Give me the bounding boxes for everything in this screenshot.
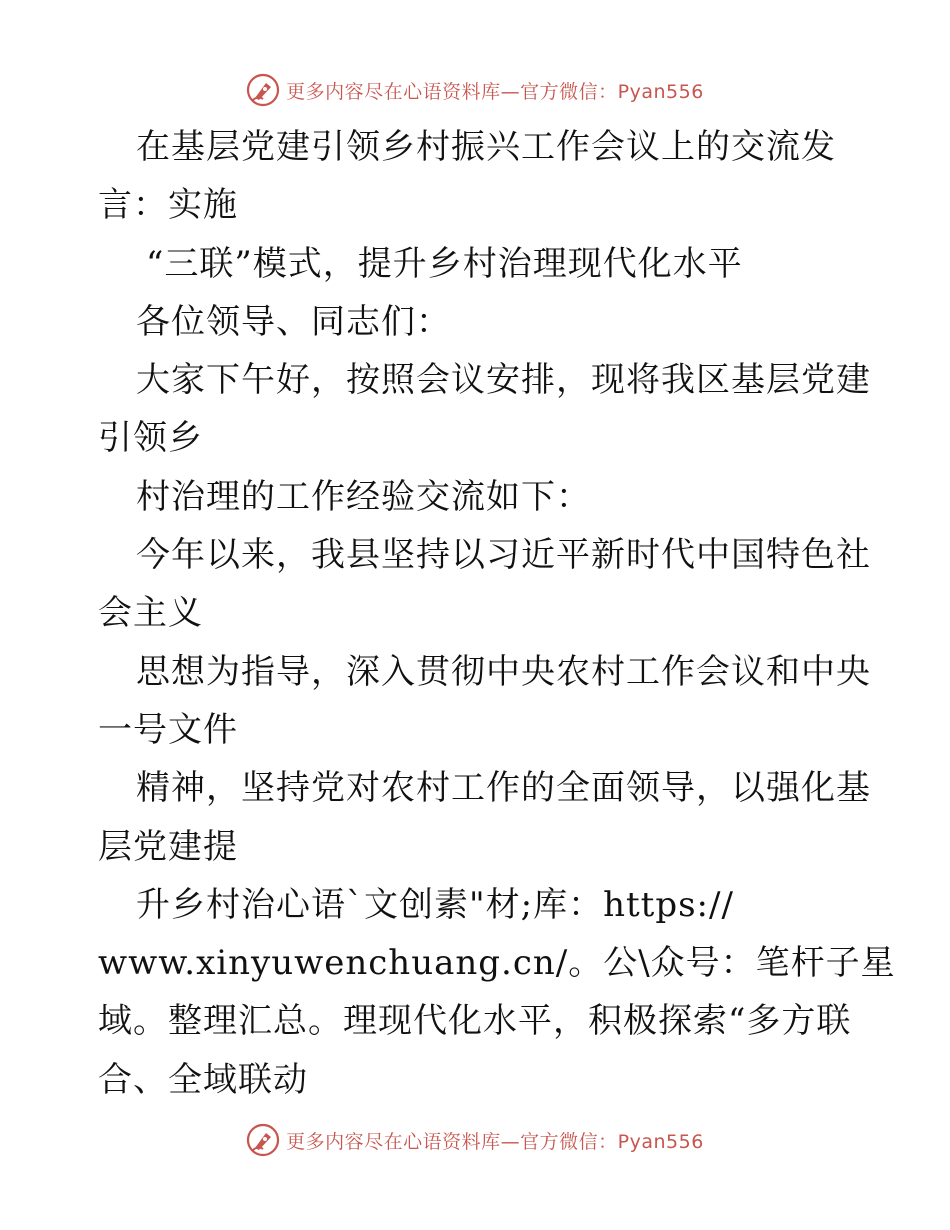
- title-line-1: 在基层党建引领乡村振兴工作会议上的交流发: [136, 127, 836, 167]
- paragraph-line: www.xinyuwenchuang.cn/。公\众号：笔杆子星: [98, 943, 896, 984]
- header-watermark: [0, 70, 950, 110]
- paragraph-line: 村治理的工作经验交流如下：: [136, 476, 591, 517]
- pen-nib-logo-icon: [246, 1123, 280, 1157]
- paragraph-line: 今年以来，我县坚持以习近平新时代中国特色社: [136, 535, 871, 576]
- watermark-text: 更多内容尽在心语资料库—官方微信：Pyan556: [286, 80, 704, 103]
- watermark-text: 更多内容尽在心语资料库—官方微信：Pyan556: [286, 1130, 704, 1153]
- document-body: [98, 118, 896, 1109]
- paragraph-line: 域。整理汇总。理现代化水平，积极探索“多方联: [98, 1001, 852, 1042]
- title-line-3: “三联”模式，提升乡村治理现代化水平: [146, 243, 743, 284]
- paragraph-line: 会主义: [98, 593, 203, 634]
- footer-watermark: [0, 1120, 950, 1160]
- paragraph-line: 精神，坚持党对农村工作的全面领导，以强化基: [136, 768, 871, 809]
- paragraph-line: 引领乡: [98, 418, 203, 459]
- paragraph-line: 层党建提: [98, 826, 238, 867]
- paragraph-line: 思想为指导，深入贯彻中央农村工作会议和中央: [136, 651, 871, 692]
- pen-nib-logo-icon: [246, 73, 280, 107]
- salutation: 各位领导、同志们：: [136, 301, 451, 342]
- paragraph-line: 一号文件: [98, 709, 238, 750]
- paragraph-line: 升乡村治心语`文创素"材;库：https://: [136, 884, 734, 925]
- paragraph-line: 合、全域联动: [98, 1059, 308, 1100]
- title-line-2: 言：实施: [98, 185, 238, 226]
- paragraph-line: 大家下午好，按照会议安排，现将我区基层党建: [136, 360, 871, 401]
